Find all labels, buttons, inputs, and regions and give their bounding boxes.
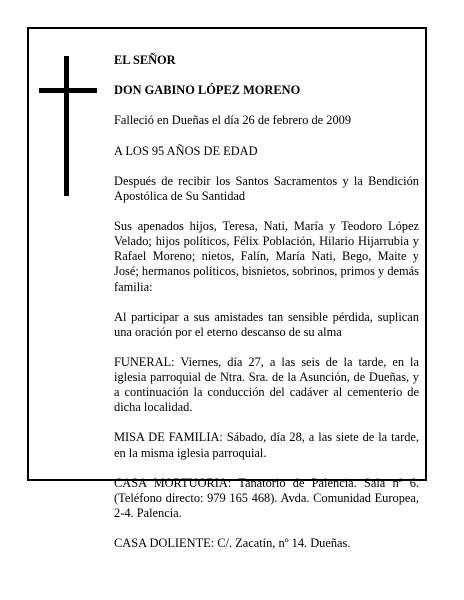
mourning-house-info: CASA DOLIENTE: C/. Zacatín, nº 14. Dueñas. <box>114 536 351 551</box>
family-mass-info: MISA DE FAMILIA: Sábado, día 28, a las siete de la tarde, en la misma iglesia parroquial. <box>114 430 419 460</box>
cross-horizontal-bar <box>39 88 97 93</box>
cross-vertical-bar <box>64 56 69 196</box>
funeral-info: FUNERAL: Viernes, día 27, a las seis de la tarde, en la iglesia parroquial de Ntra. Sra. de la Asunción, de Dueñas, y a continuación la conducción del cadáver al cementerio de dicha localidad. <box>114 354 419 415</box>
sacraments-note: Después de recibir los Santos Sacramentos y la Bendición Apostólica de Su Santidad <box>114 173 419 203</box>
age-at-death: A LOS 95 AÑOS DE EDAD <box>114 143 258 158</box>
obituary-title: EL SEÑOR <box>114 53 176 68</box>
death-info: Falleció en Dueñas el día 26 de febrero de 2009 <box>114 113 352 128</box>
obituary-text <box>114 38 419 566</box>
family-list: Sus apenados hijos, Teresa, Nati, María y Teodoro López Velado; hijos políticos, Félix Población, Hilario Hijarrubia y Rafael Moreno; nietos, Falín, María Nati, Bego, Maite y José; hermanos políticos, bisnietos, sobrinos, primos y demás familia: <box>114 219 419 294</box>
funeral-home-info: CASA MORTUORIA: Tanatorio de Palencia. Sala nº 6. (Teléfono directo: 979 165 468). Avda. Comunidad Europea, 2-4. Palencia. <box>114 475 419 520</box>
prayer-request: Al participar a sus amistades tan sensible pérdida, suplican una oración por el eterno descanso de su alma <box>114 309 419 339</box>
deceased-name: DON GABINO LÓPEZ MORENO <box>114 83 301 98</box>
